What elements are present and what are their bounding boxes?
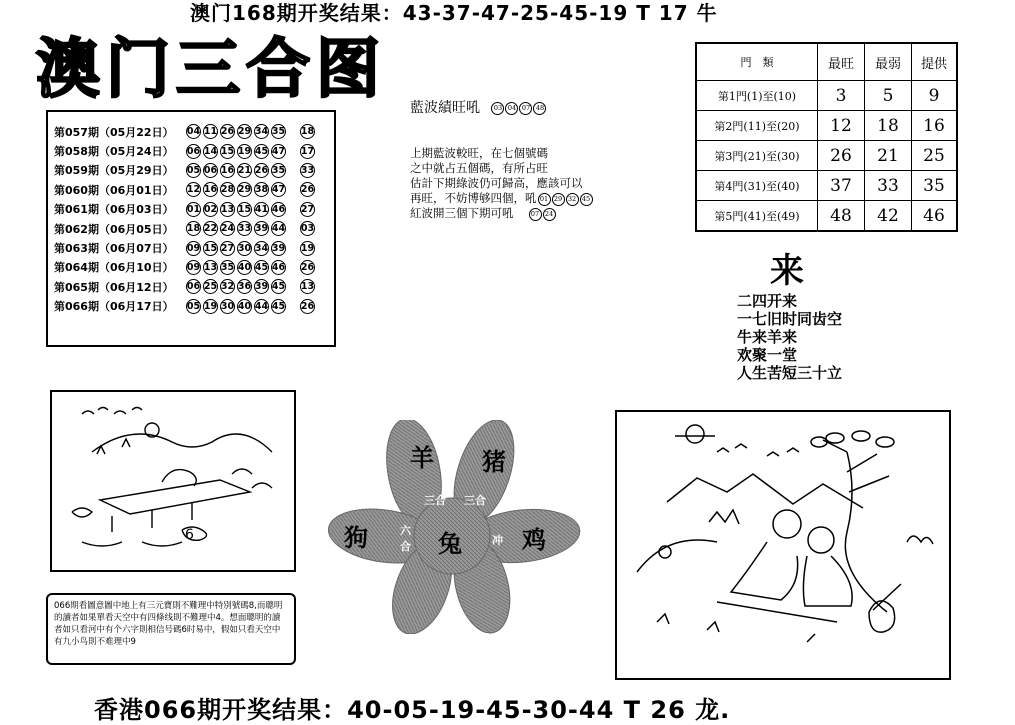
- door-min: 42: [865, 201, 912, 232]
- number-ball: 45: [254, 261, 269, 273]
- wave-line-text: 紅波開三個下期可吼: [410, 206, 514, 220]
- zodiac-goat: 羊: [410, 443, 434, 472]
- special-number-ball: 13: [300, 281, 315, 293]
- special-number-ball: 03: [300, 223, 315, 235]
- left-picture-panel: [50, 390, 296, 572]
- door-header-max: 最旺: [818, 43, 865, 81]
- special-number-ball: 18: [300, 126, 315, 138]
- history-period-label: 第057期（05月22日）: [54, 125, 174, 139]
- number-ball: 35: [271, 164, 286, 176]
- wave-heading-text: 藍波績旺吼: [410, 100, 480, 116]
- history-row: [54, 122, 317, 141]
- history-period-label: 第062期（06月05日）: [54, 222, 174, 236]
- number-ball: 35: [220, 261, 235, 273]
- wave-paragraph: [410, 146, 650, 221]
- number-ball: 30: [220, 300, 235, 312]
- history-row: [54, 277, 317, 296]
- flower-label-sanhe-1: 三合: [424, 494, 446, 507]
- wave-line: 估計下期綠波仍可歸高，應該可以: [410, 176, 583, 190]
- door-header-min: 最弱: [865, 43, 912, 81]
- door-row: [696, 111, 957, 141]
- poem-line: 人生苦短三十立: [737, 364, 843, 382]
- number-ball: 28: [220, 184, 235, 196]
- scholars-illustration: [617, 412, 949, 678]
- flower-label-liu: 六: [400, 524, 411, 537]
- special-number-ball: 17: [300, 145, 315, 157]
- number-ball: 15: [237, 203, 252, 215]
- poem: [737, 292, 842, 382]
- number-ball: 39: [271, 242, 286, 254]
- door-row: [696, 81, 957, 111]
- small-number-ball: 24: [543, 208, 556, 221]
- small-number-ball: 03: [491, 102, 504, 115]
- number-ball: 06: [186, 281, 201, 293]
- history-row: [54, 297, 317, 316]
- note-box: [46, 593, 296, 665]
- number-ball: 02: [203, 203, 218, 215]
- history-period-label: 第065期（06月12日）: [54, 280, 174, 294]
- history-list: [54, 122, 317, 316]
- number-ball: 41: [254, 203, 269, 215]
- door-min: 21: [865, 141, 912, 171]
- poem-line: 二四开来: [737, 292, 798, 310]
- number-ball: 34: [254, 126, 269, 138]
- number-ball: 46: [271, 261, 286, 273]
- number-ball: 25: [203, 281, 218, 293]
- history-period-label: 第064期（06月10日）: [54, 261, 174, 275]
- special-number-ball: 26: [300, 261, 315, 273]
- number-ball: 15: [203, 242, 218, 254]
- number-ball: 29: [237, 126, 252, 138]
- svg-text:6: 6: [185, 527, 194, 543]
- number-ball: 09: [186, 261, 201, 273]
- number-ball: 44: [254, 300, 269, 312]
- flower-label-sanhe-2: 三合: [464, 494, 486, 507]
- history-period-label: 第061期（06月03日）: [54, 203, 174, 217]
- number-ball: 05: [186, 164, 201, 176]
- door-min: 18: [865, 111, 912, 141]
- number-ball: 16: [203, 184, 218, 196]
- number-ball: 21: [237, 164, 252, 176]
- number-ball: 12: [186, 184, 201, 196]
- door-table-header: [696, 43, 957, 81]
- door-max: 26: [818, 141, 865, 171]
- number-ball: 33: [237, 223, 252, 235]
- number-ball: 27: [220, 242, 235, 254]
- zodiac-dog: 狗: [344, 523, 368, 552]
- history-period-label: 第058期（05月24日）: [54, 145, 174, 159]
- special-number-ball: 26: [300, 184, 315, 196]
- number-ball: 13: [220, 203, 235, 215]
- number-ball: 04: [186, 126, 201, 138]
- wave-line: [410, 206, 650, 221]
- door-table-wrap: [695, 42, 958, 232]
- small-number-ball: 07: [519, 102, 532, 115]
- number-ball: 47: [271, 145, 286, 157]
- number-ball: 15: [220, 145, 235, 157]
- door-table: [695, 42, 958, 232]
- door-header-offer: 提供: [912, 43, 958, 81]
- history-period-label: 第059期（05月29日）: [54, 164, 174, 178]
- top-result-banner: 澳门168期开奖结果：43-37-47-25-45-19 T 17 牛: [190, 1, 718, 25]
- history-row: [54, 161, 317, 180]
- number-ball: 30: [237, 242, 252, 254]
- wave-line5-balls: [528, 206, 556, 220]
- door-label: 第3門(21)至(30): [696, 141, 818, 171]
- history-row: [54, 238, 317, 257]
- history-period-label: 第063期（06月07日）: [54, 242, 174, 256]
- special-number-ball: 27: [300, 203, 315, 215]
- poem-line: 欢聚一堂: [737, 346, 798, 364]
- flower-label-chong: 冲: [492, 534, 503, 547]
- wave-heading-balls: [490, 100, 546, 116]
- small-number-ball: 07: [529, 208, 542, 221]
- door-offer: 46: [912, 201, 958, 232]
- flower-graphic: [326, 420, 582, 634]
- number-ball: 06: [203, 164, 218, 176]
- door-label: 第2門(11)至(20): [696, 111, 818, 141]
- special-number-ball: 26: [300, 300, 315, 312]
- wave-heading: [410, 97, 546, 117]
- door-header-category: 門 類: [696, 43, 818, 81]
- number-ball: 35: [271, 126, 286, 138]
- bottom-result-banner: 香港066期开奖结果：40-05-19-45-30-44 T 26 龙.: [94, 696, 731, 724]
- special-number-ball: 19: [300, 242, 315, 254]
- door-offer: 9: [912, 81, 958, 111]
- door-row: [696, 171, 957, 201]
- door-offer: 35: [912, 171, 958, 201]
- history-row: [54, 200, 317, 219]
- door-row: [696, 141, 957, 171]
- number-ball: 06: [186, 145, 201, 157]
- number-ball: 39: [254, 281, 269, 293]
- poem-line: 牛来羊来: [737, 328, 798, 346]
- number-ball: 13: [203, 261, 218, 273]
- wave-line: 之中就占五個碼，有所占旺: [410, 161, 548, 175]
- number-ball: 09: [186, 242, 201, 254]
- number-ball: 29: [237, 184, 252, 196]
- small-number-ball: 29: [552, 193, 565, 206]
- history-row: [54, 219, 317, 238]
- door-row: [696, 201, 957, 232]
- number-ball: 40: [237, 300, 252, 312]
- poem-line: 一七旧时同齿空: [737, 310, 843, 328]
- history-box: [46, 110, 336, 347]
- number-ball: 19: [237, 145, 252, 157]
- number-ball: 26: [254, 164, 269, 176]
- zodiac-pig: 猪: [482, 447, 506, 476]
- door-label: 第5門(41)至(49): [696, 201, 818, 232]
- number-ball: 40: [237, 261, 252, 273]
- door-label: 第4門(31)至(40): [696, 171, 818, 201]
- number-ball: 38: [254, 184, 269, 196]
- wave-line: [410, 191, 650, 206]
- small-number-ball: 32: [566, 193, 579, 206]
- door-max: 3: [818, 81, 865, 111]
- zodiac-rooster: 鸡: [522, 525, 546, 554]
- wave-line: 上期藍波較旺，在七個號碼: [410, 146, 548, 160]
- zodiac-rabbit: 兔: [438, 529, 462, 558]
- number-ball: 11: [203, 126, 218, 138]
- note-text: 066期看圖意圖中地上有三元寶則不難理中特別號碼8,而聰明的讀者如果單看天空中有四條线則不難理中4。想面聰明的讀者如只看河中有个六字則相信号碼6时易中，假如只看天空中有九小鸟則不难理中9: [54, 601, 283, 647]
- poem-title: 来: [770, 251, 804, 291]
- history-period-label: 第060期（06月01日）: [54, 183, 174, 197]
- pond-illustration: [52, 392, 294, 570]
- number-ball: 44: [271, 223, 286, 235]
- number-ball: 26: [220, 126, 235, 138]
- number-ball: 34: [254, 242, 269, 254]
- door-offer: 16: [912, 111, 958, 141]
- number-ball: 19: [203, 300, 218, 312]
- number-ball: 22: [203, 223, 218, 235]
- number-ball: 05: [186, 300, 201, 312]
- door-min: 5: [865, 81, 912, 111]
- wave-line-text: 再旺，不妨博够四個，吼: [410, 191, 537, 205]
- history-period-label: 第066期（06月17日）: [54, 300, 174, 314]
- door-max: 48: [818, 201, 865, 232]
- number-ball: 45: [271, 300, 286, 312]
- small-number-ball: 48: [533, 102, 546, 115]
- number-ball: 39: [254, 223, 269, 235]
- door-max: 37: [818, 171, 865, 201]
- number-ball: 47: [271, 184, 286, 196]
- number-ball: 16: [220, 164, 235, 176]
- small-number-ball: 01: [538, 193, 551, 206]
- door-offer: 25: [912, 141, 958, 171]
- number-ball: 01: [186, 203, 201, 215]
- history-row: [54, 258, 317, 277]
- door-label: 第1門(1)至(10): [696, 81, 818, 111]
- wave-line4-balls: [537, 191, 593, 205]
- number-ball: 36: [237, 281, 252, 293]
- number-ball: 18: [186, 223, 201, 235]
- number-ball: 24: [220, 223, 235, 235]
- special-number-ball: 33: [300, 164, 315, 176]
- door-min: 33: [865, 171, 912, 201]
- number-ball: 45: [271, 281, 286, 293]
- number-ball: 32: [220, 281, 235, 293]
- small-number-ball: 45: [580, 193, 593, 206]
- number-ball: 14: [203, 145, 218, 157]
- number-ball: 46: [271, 203, 286, 215]
- right-picture-panel: [615, 410, 951, 680]
- flower-label-he: 合: [400, 540, 411, 553]
- small-number-ball: 04: [505, 102, 518, 115]
- history-row: [54, 141, 317, 160]
- number-ball: 45: [254, 145, 269, 157]
- door-max: 12: [818, 111, 865, 141]
- history-row: [54, 180, 317, 199]
- page-title: 澳门三合图: [36, 33, 386, 107]
